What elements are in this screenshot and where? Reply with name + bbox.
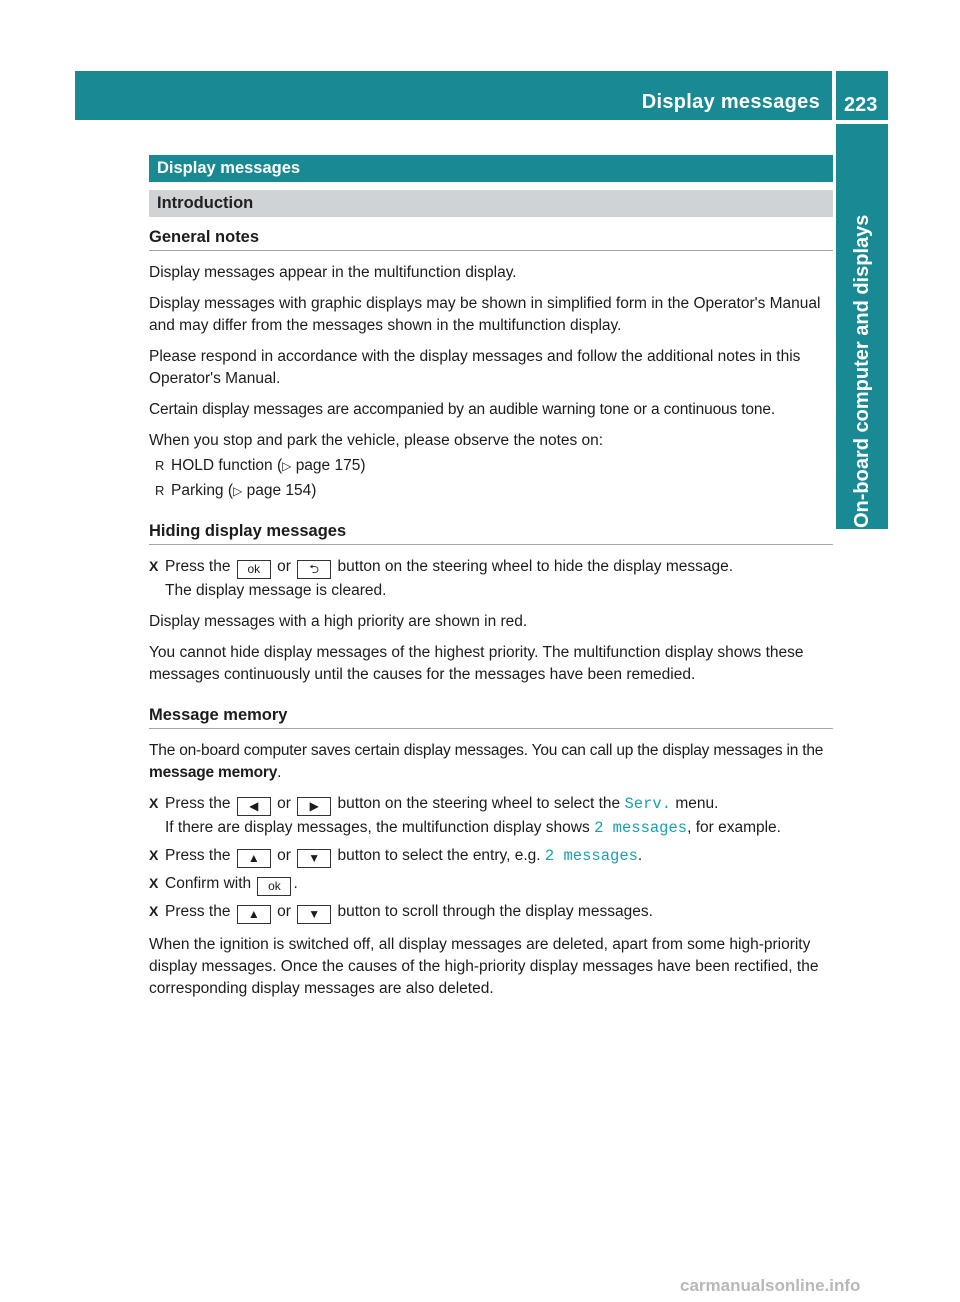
bullet-text: HOLD function ( — [171, 457, 283, 474]
step-text: button to scroll through the display messages. — [337, 903, 653, 920]
step-item — [149, 792, 833, 840]
page-reference-link[interactable]: page 175 — [295, 457, 361, 474]
step-text: Confirm with — [165, 875, 252, 892]
step-result: , for example. — [687, 819, 781, 836]
left-arrow-key-icon: ◀ — [237, 797, 271, 816]
step-marker: X — [149, 875, 159, 891]
intro-bold-text: message memory — [149, 764, 278, 781]
step-text: . — [637, 847, 643, 864]
paragraph: Display messages with a high priority are shown in red. — [149, 613, 528, 630]
step-text: or — [277, 847, 291, 864]
page-number: 223 — [844, 94, 878, 116]
step-text: or — [277, 795, 291, 812]
step-marker: X — [149, 847, 159, 863]
step-marker: X — [149, 903, 159, 919]
step-text: . — [293, 875, 298, 892]
paragraph: Display messages with graphic displays may be shown in simplified form in the Operator's Manual and may differ from the messages shown in the multifunction display. — [149, 295, 821, 334]
intro-text: The on-board computer saves certain display messages. You can call up the display messages in the — [149, 742, 824, 759]
bullet-text: Parking ( — [171, 482, 234, 499]
page-ref-arrow-icon: ▷ — [233, 484, 243, 498]
bullet-marker: R — [155, 483, 165, 498]
step-marker: X — [149, 795, 159, 811]
bullet-text-end: ) — [311, 482, 317, 499]
back-key-icon: ⮌ — [297, 560, 331, 579]
step-text: or — [277, 903, 291, 920]
step-item — [149, 555, 833, 602]
step-item — [149, 900, 833, 924]
header-title: Display messages — [641, 91, 820, 113]
list-item — [149, 455, 833, 477]
message-memory-heading: Message memory — [149, 706, 833, 729]
intro-text-end: . — [277, 764, 282, 781]
paragraph: When you stop and park the vehicle, please observe the notes on: — [149, 432, 604, 449]
page-number-box — [836, 71, 888, 120]
paragraph — [149, 740, 833, 784]
step-text: menu. — [675, 795, 719, 812]
up-arrow-key-icon: ▲ — [237, 849, 271, 868]
hiding-heading: Hiding display messages — [149, 522, 833, 545]
ok-key-icon: ok — [257, 877, 291, 896]
bullet-marker: R — [155, 458, 165, 473]
down-arrow-key-icon: ▼ — [297, 849, 331, 868]
step-text: Press the — [165, 558, 231, 575]
ok-key-icon: ok — [237, 560, 271, 579]
section-heading: Display messages — [149, 155, 833, 182]
up-arrow-key-icon: ▲ — [237, 905, 271, 924]
right-arrow-key-icon: ▶ — [297, 797, 331, 816]
paragraph: Certain display messages are accompanied by an audible warning tone or a continuous tone. — [149, 401, 775, 418]
page-content — [149, 155, 833, 1000]
step-item — [149, 872, 833, 896]
side-tab-label: On-board computer and displays — [851, 214, 873, 528]
bullet-text-end: ) — [360, 457, 366, 474]
page-ref-arrow-icon: ▷ — [282, 459, 292, 473]
step-text: Press the — [165, 903, 231, 920]
display-text: 2 messages — [594, 819, 688, 837]
step-text: Press the — [165, 795, 231, 812]
side-tab — [836, 124, 888, 529]
step-text: or — [277, 558, 291, 575]
step-result: If there are display messages, the multifunction display shows — [165, 819, 590, 836]
step-text: button on the steering wheel to select the — [337, 795, 621, 812]
down-arrow-key-icon: ▼ — [297, 905, 331, 924]
paragraph: Display messages appear in the multifunction display. — [149, 264, 517, 281]
step-result: The display message is cleared. — [165, 582, 387, 599]
paragraph: You cannot hide display messages of the highest priority. The multifunction display shows these messages continuously until the causes for the messages have been remedied. — [149, 644, 804, 683]
watermark: carmanualsonline.info — [680, 1276, 861, 1295]
step-text: button to select the entry, e.g. — [337, 847, 541, 864]
header-bar — [75, 71, 832, 120]
list-item — [149, 480, 833, 502]
page-reference-link[interactable]: page 154 — [246, 482, 312, 499]
step-text: button on the steering wheel to hide the display message. — [337, 558, 734, 575]
step-marker: X — [149, 558, 159, 574]
display-text: Serv. — [624, 795, 671, 813]
step-item — [149, 844, 833, 868]
step-text: Press the — [165, 847, 231, 864]
paragraph: When the ignition is switched off, all display messages are deleted, apart from some high-priority display messages. Once the causes of the high-priority display messages have been rectified, the corresponding display messages are also deleted. — [149, 936, 819, 997]
paragraph: Please respond in accordance with the display messages and follow the additional notes in this Operator's Manual. — [149, 348, 801, 387]
subsection-heading: Introduction — [149, 190, 833, 217]
display-text: 2 messages — [544, 847, 638, 865]
general-notes-heading: General notes — [149, 228, 833, 251]
